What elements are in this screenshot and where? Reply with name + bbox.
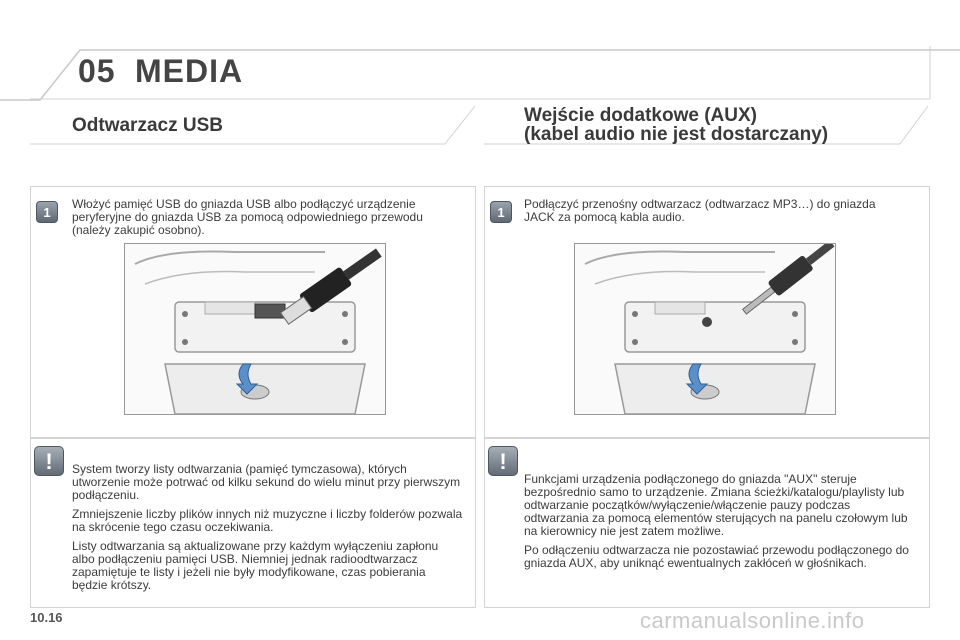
aux-jack-drawing	[575, 244, 835, 414]
usb-section-title: Odtwarzacz USB	[72, 115, 223, 136]
chapter-number: 05	[78, 53, 116, 89]
usb-port-drawing	[125, 244, 385, 414]
aux-title-line1: Wejście dodatkowe (AUX)	[524, 105, 757, 126]
aux-step-badge: 1	[490, 201, 512, 223]
aux-title-line2: (kabel audio nie jest dostarczany)	[524, 124, 829, 145]
usb-note: Zmniejszenie liczby plików innych niż muzyczne i liczby folderów pozwala na skrócenie tego czasu oczekiwania.	[72, 507, 463, 534]
watermark: carmanualsonline.info	[640, 608, 865, 633]
aux-note: Funkcjami urządzenia podłączonego do gniazda "AUX" steruje bezpośrednio samo to urządzenie. Zmiana ścieżki/katalogu/playlisty lub odtwarzanie początków/wyłączenie/włączenie pauzy podczas odtwarzania za pomocą elementów sterujących na panelu czołowym lub na kierownicy nie jest zatem możliwe.	[524, 472, 908, 538]
aux-note: Po odłączeniu odtwarzacza nie pozostawiać przewodu podłączonego do gniazda AUX, aby uniknąć ewentualnych zakłóceń w głośnikach.	[524, 543, 909, 570]
usb-note: Listy odtwarzania są aktualizowane przy każdym wyłączeniu zapłonu albo podłączeniu pamięci USB. Niemniej jednak radioodtwarzacz zapamiętuje te listy i jeżeli nie były modyfikowane, czas pobierania będzie krótszy.	[72, 539, 439, 592]
chapter-title: MEDIA	[135, 53, 244, 89]
usb-step-badge: 1	[36, 201, 58, 223]
usb-warning-icon: !	[34, 446, 64, 476]
usb-notes	[72, 463, 464, 598]
aux-notes	[524, 473, 916, 576]
aux-step-text: Podłączyć przenośny odtwarzacz (odtwarzacz MP3…) do gniazda JACK za pomocą kabla audio.	[524, 197, 876, 224]
usb-note: System tworzy listy odtwarzania (pamięć tymczasowa), których utworzenie może potrwać od kilku sekund do wielu minut przy pierwszym podłączeniu.	[72, 462, 461, 502]
page-number: 10.16	[30, 610, 63, 625]
usb-step-text: Włożyć pamięć USB do gniazda USB albo podłączyć urządzenie peryferyjne do gniazda USB za pomocą odpowiedniego przewodu (należy zakupić osobno).	[72, 197, 423, 237]
aux-illustration	[574, 243, 836, 415]
usb-illustration	[124, 243, 386, 415]
aux-warning-icon: !	[488, 446, 518, 476]
aux-section-title	[524, 106, 828, 144]
